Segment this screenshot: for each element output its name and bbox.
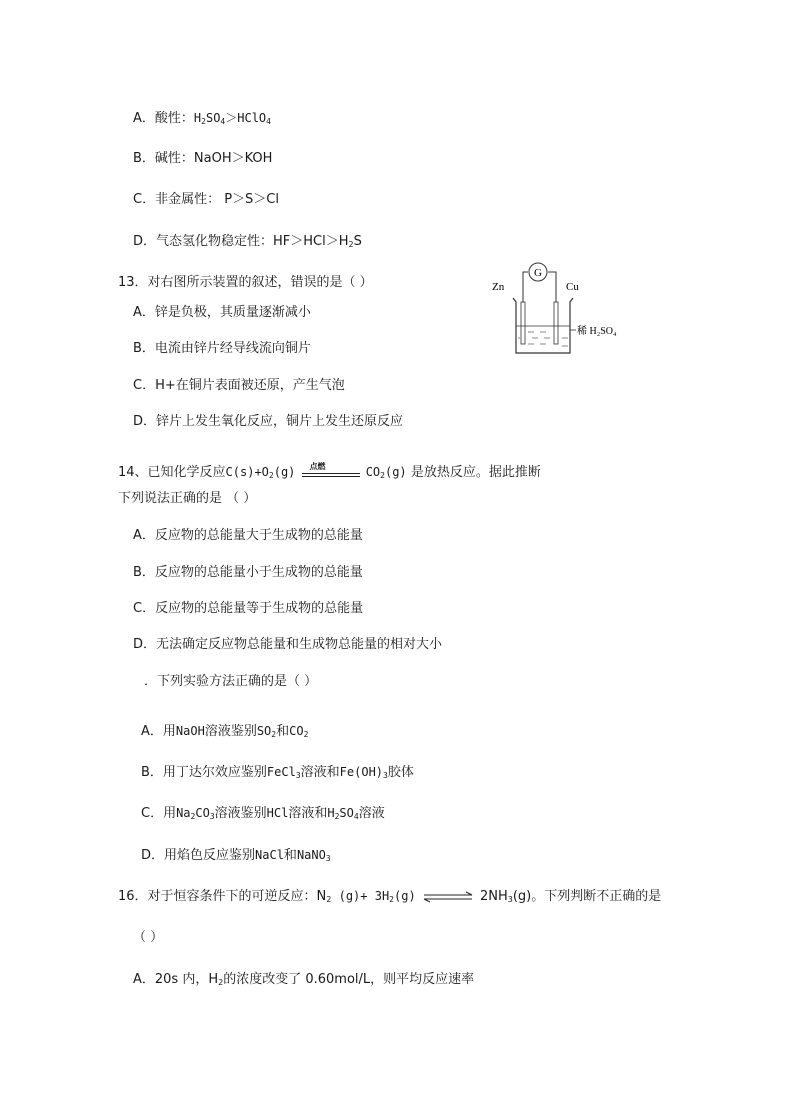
q15-option-b: B．用丁达尔效应鉴别FeCl$_3$溶液和$Fe(OH)_3$胶体 [141,765,414,780]
reaction-condition-arrow: 点燃 [300,466,362,480]
q14-option-a: A．反应物的总能量大于生成物的总能量 [133,528,363,543]
q12-option-d: D．气态氢化物稳定性：$HF>HCl>H_2S$ [133,234,362,249]
q15-option-d: D．用焰色反应鉴别NaCl和NaNO$_3$ [141,848,331,863]
q13-stem: 13．对右图所示装置的叙述，错误的是（ ） [118,275,373,290]
q16-stem: 16．对于恒容条件下的可逆反应：$N_2$ $(g)+ 3H_2(g)$ $2NH_3(g)$。下列判断不正确的是 [118,889,662,904]
q12-option-a: A．酸性：$H_2SO_4>HClO_4$ [133,111,271,126]
q13-option-b: B．电流由锌片经导线流向铜片 [133,341,311,356]
q16-answer-paren: （ ） [133,930,164,945]
q14-option-c: C．反应物的总能量等于生成物的总能量 [133,601,364,616]
q12-option-c: C．非金属性： P＞S＞Cl [133,192,279,207]
q13-option-a: A．锌是负极，其质量逐渐减小 [133,305,311,320]
q14-stem-line2: 下列说法正确的是 （ ） [118,491,257,506]
q13-option-d: D．锌片上发生氧化反应，铜片上发生还原反应 [133,414,404,429]
q15-option-c: C．用$Na_2CO_3$溶液鉴别HCl溶液和$H_2SO_4$溶液 [141,806,385,821]
q15-option-a: A．用NaOH溶液鉴别$SO_2$和$CO_2$ [141,724,309,739]
q14-option-b: B．反应物的总能量小于生成物的总能量 [133,565,363,580]
q15-stem: ．下列实验方法正确的是（ ） [144,674,318,689]
galvanic-cell-diagram [488,258,638,358]
q13-option-c: C．H+在铜片表面被还原，产生气泡 [133,378,345,393]
q12-option-b: B．碱性：NaOH＞KOH [133,151,273,166]
dilute-acid-label: 稀 H₂SO₄ [577,326,617,337]
q16-option-a: A．20s 内，$H_2$的浓度改变了 0.60mol/L，则平均反应速率 [133,972,475,987]
q14-option-d: D．无法确定反应物总能量和生成物总能量的相对大小 [133,637,443,652]
q14-stem: 14、已知化学反应$C(s)+O_2(g)$ 点燃 $CO_2(g)$ 是放热反应。据此推断 [118,461,541,480]
zn-label: Zn [492,281,505,293]
cu-label: Cu [566,281,579,293]
reversible-arrow [420,891,476,903]
galvanometer-label: G [534,267,542,279]
